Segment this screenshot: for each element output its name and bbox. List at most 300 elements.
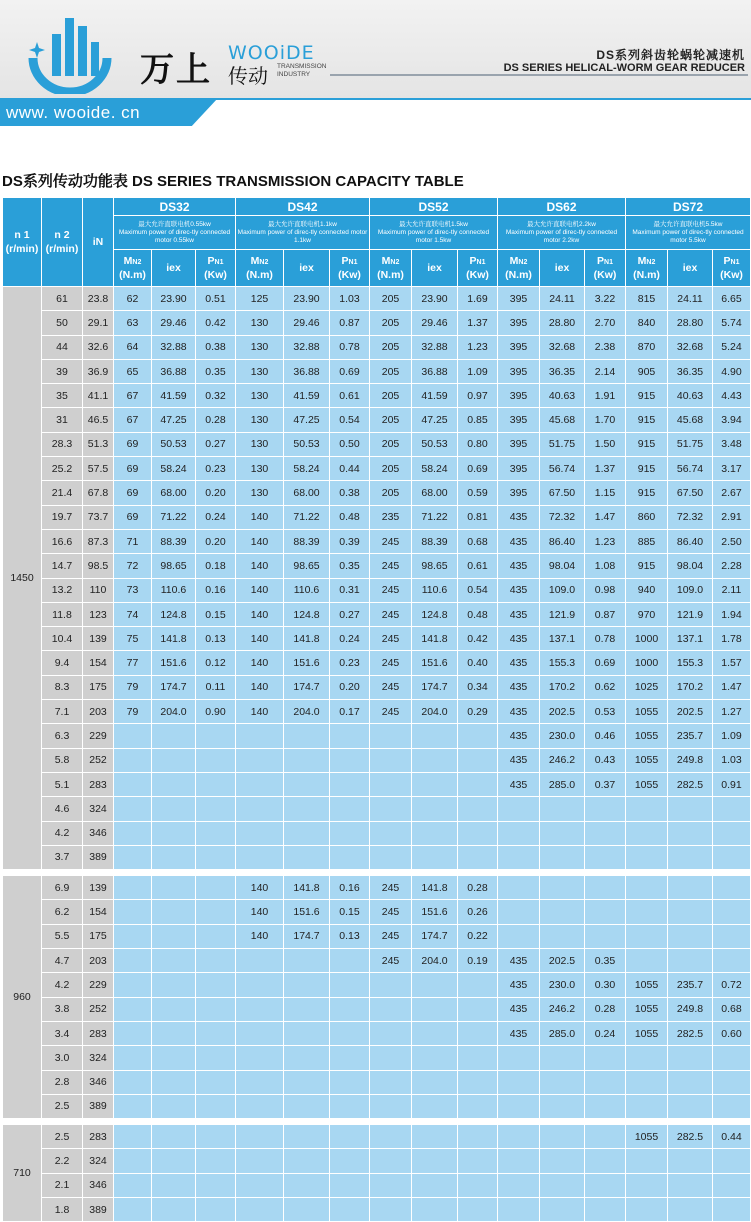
table-cell: 36.35	[668, 359, 713, 383]
table-cell: 51.75	[668, 432, 713, 456]
table-cell	[540, 1149, 585, 1173]
table-cell	[412, 748, 458, 772]
table-cell: 141.8	[284, 876, 330, 900]
table-cell: 0.54	[330, 408, 370, 432]
table-cell	[284, 1125, 330, 1149]
table-cell: 4.6	[42, 797, 83, 821]
table-cell	[668, 1197, 713, 1221]
table-cell: 0.46	[585, 724, 626, 748]
table-cell: 1.03	[330, 287, 370, 311]
table-row	[3, 529, 751, 553]
table-cell	[458, 1070, 498, 1094]
model-desc-ds42	[236, 216, 370, 250]
table-cell: 32.68	[540, 335, 585, 359]
table-cell	[540, 1046, 585, 1070]
table-cell	[668, 1173, 713, 1197]
table-cell	[284, 724, 330, 748]
table-cell: 35	[42, 384, 83, 408]
table-cell: 67.8	[83, 481, 114, 505]
brand-tagline: TRANSMISSION INDUSTRY	[277, 63, 327, 78]
table-row	[3, 627, 751, 651]
table-cell: 245	[370, 602, 412, 626]
table-cell	[540, 1125, 585, 1149]
table-cell: 4.90	[713, 359, 751, 383]
table-cell: 282.5	[668, 1021, 713, 1045]
table-cell: 0.48	[330, 505, 370, 529]
table-cell	[196, 748, 236, 772]
table-cell: 71.22	[412, 505, 458, 529]
table-row	[3, 1070, 751, 1094]
table-cell	[196, 821, 236, 845]
table-cell: 0.24	[585, 1021, 626, 1045]
table-cell: 395	[498, 287, 540, 311]
table-cell	[152, 1173, 196, 1197]
table-cell	[284, 821, 330, 845]
table-cell	[152, 1197, 196, 1221]
table-cell: 235.7	[668, 724, 713, 748]
table-cell	[540, 1197, 585, 1221]
table-row	[3, 578, 751, 602]
table-row	[3, 408, 751, 432]
table-cell	[196, 876, 236, 900]
table-cell: 130	[236, 481, 284, 505]
table-cell	[196, 1046, 236, 1070]
table-cell: 141.8	[412, 876, 458, 900]
table-cell	[236, 821, 284, 845]
table-cell: 0.97	[458, 384, 498, 408]
table-cell: 21.4	[42, 481, 83, 505]
col-in-label: iN	[92, 236, 104, 248]
torque-unit: (N.m)	[246, 268, 273, 281]
table-cell	[370, 1094, 412, 1118]
table-cell	[196, 1070, 236, 1094]
table-cell: 140	[236, 651, 284, 675]
table-cell	[152, 772, 196, 796]
table-cell: 970	[626, 602, 668, 626]
table-cell	[458, 748, 498, 772]
table-cell: 39	[42, 359, 83, 383]
table-cell	[713, 1094, 751, 1118]
table-cell	[585, 1046, 626, 1070]
table-cell: 1.37	[458, 311, 498, 335]
url-underline	[170, 98, 751, 100]
table-cell	[458, 821, 498, 845]
table-cell: 205	[370, 432, 412, 456]
table-cell: 389	[83, 1094, 114, 1118]
table-cell	[330, 797, 370, 821]
table-cell: 73	[114, 578, 152, 602]
table-cell: 245	[370, 554, 412, 578]
table-cell	[196, 924, 236, 948]
torque-label: M	[381, 254, 391, 267]
table-cell	[152, 821, 196, 845]
table-cell	[284, 1197, 330, 1221]
table-row	[3, 845, 751, 869]
model-desc-en: Maximum power of direc-tly connected motor 1.5kw	[377, 228, 490, 244]
model-desc-ds72	[626, 216, 751, 250]
torque-unit: (N.m)	[505, 268, 532, 281]
table-cell: 1.23	[585, 529, 626, 553]
table-cell: 2.1	[42, 1173, 83, 1197]
table-cell: 324	[83, 1149, 114, 1173]
table-cell: 56.74	[540, 457, 585, 481]
table-cell	[626, 821, 668, 845]
table-cell	[585, 900, 626, 924]
table-cell	[196, 724, 236, 748]
table-cell: 2.5	[42, 1094, 83, 1118]
table-cell	[412, 1149, 458, 1173]
table-cell: 0.38	[196, 335, 236, 359]
table-cell	[626, 949, 668, 973]
table-cell: 124.8	[412, 602, 458, 626]
table-cell	[236, 1197, 284, 1221]
model-header-ds72: DS72	[626, 198, 751, 216]
table-cell: 0.60	[713, 1021, 751, 1045]
table-cell: 67	[114, 384, 152, 408]
table-row	[3, 1046, 751, 1070]
model-header-ds62: DS62	[498, 198, 626, 216]
table-cell	[626, 1197, 668, 1221]
table-cell: 69	[114, 505, 152, 529]
col-iex: iex	[412, 250, 458, 287]
table-cell	[668, 1070, 713, 1094]
table-cell: 98.5	[83, 554, 114, 578]
power-label: P	[469, 254, 477, 267]
table-cell	[114, 1046, 152, 1070]
table-cell: 77	[114, 651, 152, 675]
table-cell: 0.32	[196, 384, 236, 408]
model-header-ds52: DS52	[370, 198, 498, 216]
table-cell: 1055	[626, 700, 668, 724]
table-cell: 435	[498, 949, 540, 973]
table-cell: 252	[83, 748, 114, 772]
table-row	[3, 335, 751, 359]
table-cell	[713, 876, 751, 900]
torque-label: M	[250, 254, 260, 267]
table-cell: 13.2	[42, 578, 83, 602]
table-cell	[498, 1046, 540, 1070]
table-cell: 0.80	[458, 432, 498, 456]
table-cell: 174.7	[412, 675, 458, 699]
table-row	[3, 1173, 751, 1197]
table-cell	[196, 1125, 236, 1149]
col-power	[458, 250, 498, 287]
table-cell	[713, 1149, 751, 1173]
table-cell: 98.65	[152, 554, 196, 578]
table-cell	[412, 1173, 458, 1197]
table-cell	[370, 1046, 412, 1070]
table-cell: 50	[42, 311, 83, 335]
table-cell: 229	[83, 724, 114, 748]
table-cell	[585, 821, 626, 845]
product-title-en: DS SERIES HELICAL-WORM GEAR REDUCER	[503, 62, 745, 74]
power-unit: (Kw)	[204, 268, 227, 281]
table-cell: 435	[498, 700, 540, 724]
table-row	[3, 675, 751, 699]
table-cell	[626, 1149, 668, 1173]
table-cell	[498, 876, 540, 900]
table-cell: 1055	[626, 724, 668, 748]
table-cell: 0.37	[585, 772, 626, 796]
table-cell	[668, 797, 713, 821]
torque-label: M	[123, 254, 133, 267]
torque-sub: N2	[390, 258, 400, 266]
table-cell: 0.28	[458, 876, 498, 900]
table-row	[3, 821, 751, 845]
table-cell: 435	[498, 505, 540, 529]
table-cell: 0.69	[585, 651, 626, 675]
table-cell	[114, 1125, 152, 1149]
table-cell	[412, 1125, 458, 1149]
table-cell	[236, 724, 284, 748]
table-cell: 71.22	[284, 505, 330, 529]
table-cell: 2.38	[585, 335, 626, 359]
table-cell: 0.98	[585, 578, 626, 602]
table-cell: 0.31	[330, 578, 370, 602]
table-cell	[196, 797, 236, 821]
power-label: P	[723, 254, 731, 267]
table-cell	[668, 949, 713, 973]
table-cell: 2.67	[713, 481, 751, 505]
table-cell: 915	[626, 457, 668, 481]
table-cell	[152, 1046, 196, 1070]
table-cell: 88.39	[412, 529, 458, 553]
table-cell: 1.09	[458, 359, 498, 383]
table-cell: 151.6	[412, 900, 458, 924]
table-cell	[330, 973, 370, 997]
header-row-units	[3, 250, 751, 287]
table-cell: 245	[370, 949, 412, 973]
table-cell: 0.27	[330, 602, 370, 626]
table-cell	[412, 772, 458, 796]
table-row	[3, 772, 751, 796]
table-cell: 68.00	[152, 481, 196, 505]
table-cell	[458, 973, 498, 997]
table-cell	[713, 797, 751, 821]
table-cell: 0.85	[458, 408, 498, 432]
table-cell: 0.35	[330, 554, 370, 578]
table-row	[3, 287, 751, 311]
table-cell: 32.68	[668, 335, 713, 359]
table-cell: 915	[626, 408, 668, 432]
table-cell	[284, 973, 330, 997]
table-cell	[152, 1094, 196, 1118]
table-row	[3, 900, 751, 924]
table-cell: 124.8	[284, 602, 330, 626]
table-cell	[330, 1070, 370, 1094]
table-cell	[330, 1149, 370, 1173]
table-row	[3, 432, 751, 456]
table-cell: 9.4	[42, 651, 83, 675]
table-cell	[498, 821, 540, 845]
table-cell	[498, 1149, 540, 1173]
table-cell: 29.46	[152, 311, 196, 335]
table-cell: 245	[370, 700, 412, 724]
brand-name-en: WOOiDE	[228, 42, 315, 64]
table-cell: 203	[83, 949, 114, 973]
table-cell	[458, 1021, 498, 1045]
header-divider	[330, 74, 748, 76]
table-cell: 0.16	[196, 578, 236, 602]
table-cell: 3.0	[42, 1046, 83, 1070]
table-cell: 98.04	[668, 554, 713, 578]
table-cell: 51.3	[83, 432, 114, 456]
table-cell: 0.87	[330, 311, 370, 335]
table-cell: 32.6	[83, 335, 114, 359]
table-cell: 205	[370, 311, 412, 335]
table-cell	[284, 997, 330, 1021]
table-cell: 395	[498, 384, 540, 408]
table-cell: 0.28	[585, 997, 626, 1021]
table-cell	[236, 1070, 284, 1094]
table-cell	[498, 1125, 540, 1149]
table-cell: 0.30	[585, 973, 626, 997]
table-cell: 130	[236, 408, 284, 432]
table-cell	[114, 748, 152, 772]
table-cell: 16.6	[42, 529, 83, 553]
table-cell: 5.24	[713, 335, 751, 359]
table-cell	[330, 821, 370, 845]
table-cell	[284, 1046, 330, 1070]
table-cell	[152, 876, 196, 900]
table-cell: 435	[498, 724, 540, 748]
table-cell: 245	[370, 675, 412, 699]
table-cell	[713, 949, 751, 973]
table-cell: 109.0	[668, 578, 713, 602]
table-row	[3, 651, 751, 675]
table-cell: 1.8	[42, 1197, 83, 1221]
table-cell: 79	[114, 675, 152, 699]
table-cell	[668, 900, 713, 924]
table-cell	[114, 876, 152, 900]
power-sub: N1	[348, 258, 358, 266]
table-cell: 1.27	[713, 700, 751, 724]
table-cell: 389	[83, 1197, 114, 1221]
table-cell: 109.0	[540, 578, 585, 602]
table-cell: 0.87	[585, 602, 626, 626]
table-cell: 47.25	[412, 408, 458, 432]
table-cell: 41.59	[152, 384, 196, 408]
table-cell: 2.91	[713, 505, 751, 529]
power-sub: N1	[604, 258, 613, 266]
transmission-capacity-table	[2, 197, 751, 1222]
table-cell	[196, 900, 236, 924]
table-cell	[585, 797, 626, 821]
table-cell: 0.24	[330, 627, 370, 651]
table-cell: 205	[370, 457, 412, 481]
table-cell: 3.48	[713, 432, 751, 456]
table-cell: 1000	[626, 651, 668, 675]
table-cell: 141.8	[152, 627, 196, 651]
table-cell: 61	[42, 287, 83, 311]
table-cell	[196, 1149, 236, 1173]
table-cell	[152, 748, 196, 772]
torque-label: M	[509, 254, 519, 267]
table-cell: 125	[236, 287, 284, 311]
table-cell: 395	[498, 481, 540, 505]
table-cell	[370, 1173, 412, 1197]
table-cell: 69	[114, 432, 152, 456]
table-cell	[713, 1046, 751, 1070]
table-cell: 24.11	[668, 287, 713, 311]
table-cell	[626, 1046, 668, 1070]
table-cell: 0.62	[585, 675, 626, 699]
table-cell: 0.35	[585, 949, 626, 973]
table-cell	[585, 845, 626, 869]
table-cell	[412, 845, 458, 869]
table-cell: 3.22	[585, 287, 626, 311]
table-row	[3, 311, 751, 335]
table-cell: 283	[83, 772, 114, 796]
table-cell	[458, 1125, 498, 1149]
table-cell: 229	[83, 973, 114, 997]
table-cell: 0.23	[196, 457, 236, 481]
table-cell	[284, 1021, 330, 1045]
table-cell: 5.74	[713, 311, 751, 335]
table-cell: 915	[626, 481, 668, 505]
table-cell	[412, 973, 458, 997]
table-cell	[626, 924, 668, 948]
table-cell	[196, 1021, 236, 1045]
table-cell: 0.81	[458, 505, 498, 529]
table-cell: 71.22	[152, 505, 196, 529]
table-cell: 110.6	[284, 578, 330, 602]
table-cell: 395	[498, 359, 540, 383]
table-cell	[114, 949, 152, 973]
table-cell: 64	[114, 335, 152, 359]
table-row	[3, 973, 751, 997]
power-label: P	[207, 254, 215, 267]
table-cell	[540, 1094, 585, 1118]
table-cell: 58.24	[152, 457, 196, 481]
table-cell	[330, 949, 370, 973]
table-cell	[498, 845, 540, 869]
table-cell: 56.74	[668, 457, 713, 481]
table-row	[3, 505, 751, 529]
table-cell	[412, 1070, 458, 1094]
table-cell: 435	[498, 529, 540, 553]
input-speed-cell: 960	[3, 876, 42, 1119]
table-cell: 246.2	[540, 748, 585, 772]
table-cell: 2.70	[585, 311, 626, 335]
table-cell	[196, 1197, 236, 1221]
table-cell: 3.8	[42, 997, 83, 1021]
table-cell: 87.3	[83, 529, 114, 553]
table-cell: 0.34	[458, 675, 498, 699]
table-cell	[330, 1197, 370, 1221]
table-cell: 4.43	[713, 384, 751, 408]
table-cell: 137.1	[540, 627, 585, 651]
col-iex: iex	[540, 250, 585, 287]
table-cell	[114, 821, 152, 845]
table-cell	[330, 1094, 370, 1118]
table-cell	[114, 1021, 152, 1045]
model-desc-cn: 最大允许直联电机1.1kw	[268, 220, 337, 228]
website-link[interactable]: www. wooide. cn	[6, 103, 141, 122]
table-cell: 0.13	[196, 627, 236, 651]
power-unit: (Kw)	[593, 268, 617, 281]
table-cell	[236, 1046, 284, 1070]
table-row	[3, 876, 751, 900]
table-cell: 23.90	[284, 287, 330, 311]
table-cell: 40.63	[668, 384, 713, 408]
table-cell: 72.32	[668, 505, 713, 529]
table-cell	[713, 900, 751, 924]
table-row	[3, 949, 751, 973]
table-cell: 36.35	[540, 359, 585, 383]
col-in	[83, 198, 114, 287]
table-cell: 0.15	[196, 602, 236, 626]
